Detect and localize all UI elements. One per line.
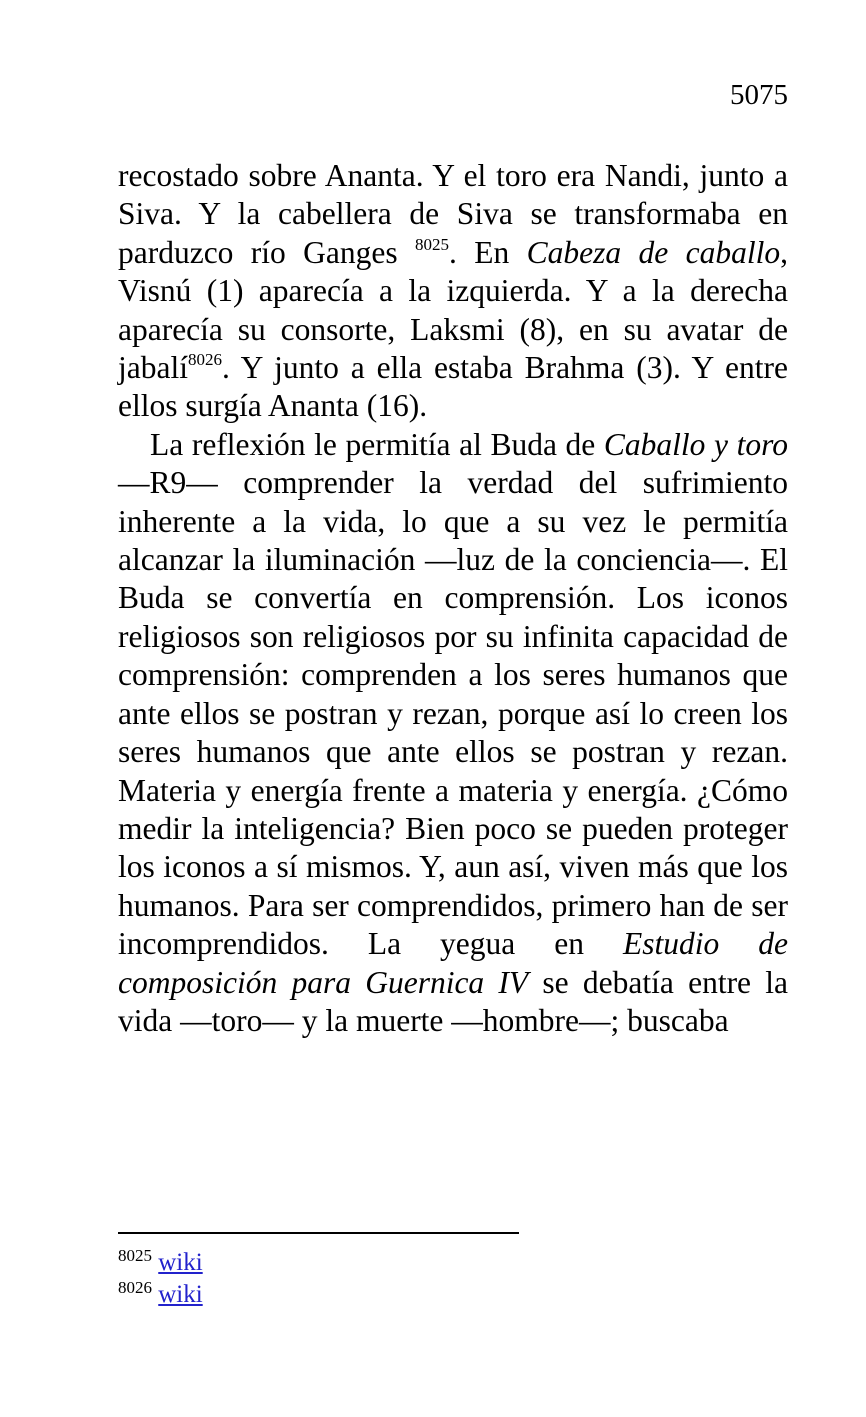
footnote-number: 8026 bbox=[118, 1278, 152, 1297]
paragraph-2-text-a: La reflexión le permitía al Buda de bbox=[150, 426, 604, 462]
page-number: 5075 bbox=[730, 79, 788, 111]
title-caballo-y-toro: Caballo y toro bbox=[603, 426, 788, 462]
footnote-separator bbox=[118, 1232, 519, 1234]
paragraph-1-text-b: . En bbox=[449, 234, 527, 270]
paragraph-2-text-c: se debatía entre la vida —toro— y la muerte —hombre—; buscaba bbox=[118, 964, 789, 1038]
footnote-8026 bbox=[118, 1279, 203, 1311]
footnote-wiki-link[interactable]: wiki bbox=[158, 1249, 203, 1276]
paragraph-1-text-c: , Visnú (1) aparecía a la izquierda. Y a la derecha aparecía su consorte, Laksmi (8), en su avatar de jabalí bbox=[118, 234, 788, 386]
footnote-number: 8025 bbox=[118, 1246, 152, 1265]
paragraph-1-text-a: recostado sobre Ananta. Y el toro era Nandi, junto a Siva. Y la cabellera de Siva se transformaba en parduzco río Ganges bbox=[118, 158, 788, 270]
paragraph-1-text-d: . Y junto a ella estaba Brahma (3). Y entre ellos surgía Ananta (16). bbox=[118, 350, 788, 424]
footnote-ref-8025[interactable]: 8025 bbox=[415, 234, 450, 254]
footnote-8025 bbox=[118, 1247, 203, 1279]
title-estudio-guernica: Estudio de composición para Guernica IV bbox=[118, 926, 788, 1000]
footnotes bbox=[118, 1247, 203, 1311]
body-text bbox=[118, 157, 788, 1040]
paragraph-2 bbox=[118, 426, 788, 1041]
title-cabeza-de-caballo: Cabeza de caballo bbox=[526, 234, 781, 270]
footnote-ref-8026[interactable]: 8026 bbox=[187, 350, 222, 370]
footnote-wiki-link[interactable]: wiki bbox=[158, 1281, 203, 1308]
paragraph-1 bbox=[118, 157, 788, 426]
paragraph-2-text-b: —R9— comprender la verdad del sufrimiento inherente a la vida, lo que a su vez le permitía alcanzar la iluminación —luz de la conciencia—. El Buda se convertía en comprensión. Los iconos religiosos son religiosos por su infinita capacidad de comprensión: comprenden a los seres humanos que ante ellos se postran y rezan, porque así lo creen los seres humanos que ante ellos se postran y rezan. Materia y energía frente a materia y energía. ¿Cómo medir la inteligencia? Bien poco se pueden proteger los iconos a sí mismos. Y, aun así, viven más que los humanos. Para ser comprendidos, primero han de ser incomprendidos. La yegua en bbox=[118, 465, 788, 962]
